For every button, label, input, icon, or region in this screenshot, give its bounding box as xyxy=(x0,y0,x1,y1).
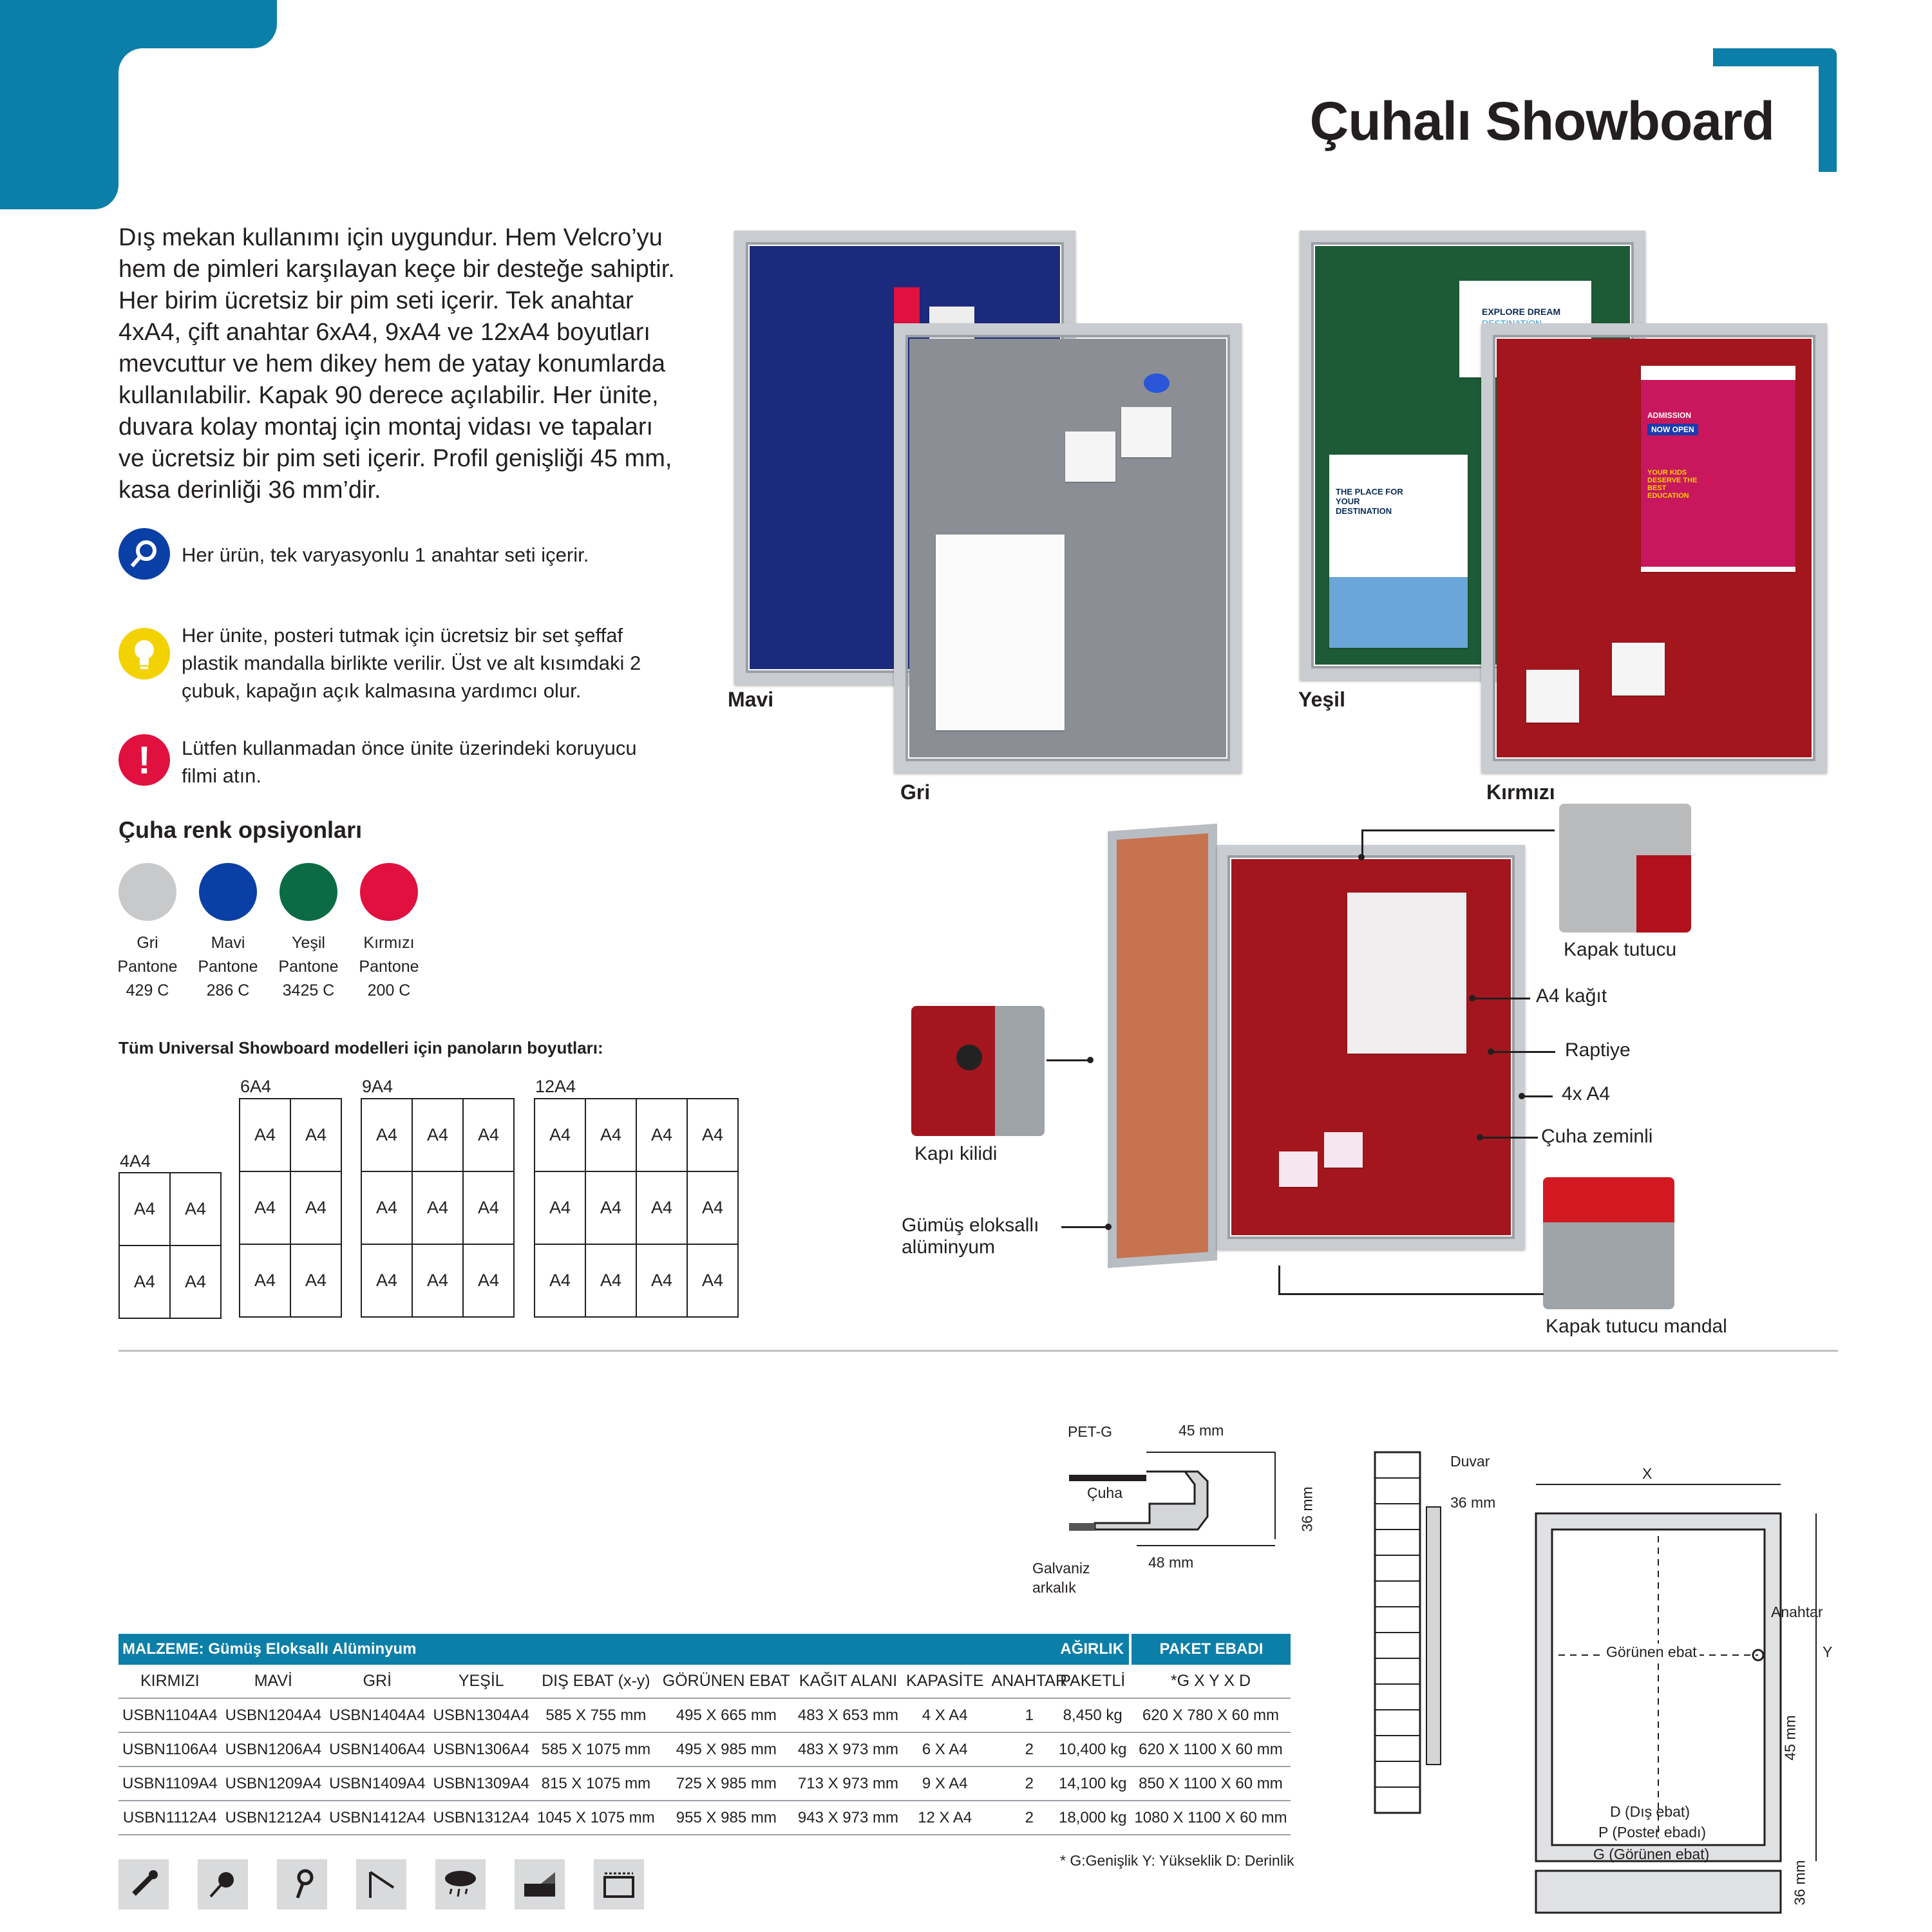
inset-kapak-tutucu xyxy=(1559,804,1691,933)
tape-icon xyxy=(515,1859,565,1909)
poster-now-open: NOW OPEN xyxy=(1647,424,1698,435)
frame-g-gorunen: G (Görünen ebat) xyxy=(1593,1846,1710,1862)
table-row: USBN1104A4 USBN1204A4 USBN1404A4 USBN1304A4 585 X 755 mm 495 X 665 mm 483 X 653 mm 4 X A4 1 xyxy=(118,1698,1071,1732)
callout-line-4xa4 xyxy=(1522,1095,1553,1097)
label-mavi: Mavi xyxy=(728,688,774,711)
frame-45mm: 45 mm xyxy=(1781,1715,1799,1761)
inset-kapak-mandal xyxy=(1543,1177,1674,1309)
table-row: 8,450 kg 620 X 780 X 60 mm xyxy=(1055,1698,1291,1732)
grid-label-9a4: 9A4 xyxy=(362,1077,393,1096)
frame-36mm-bottom: 36 mm xyxy=(1791,1860,1808,1906)
corner-decoration-block xyxy=(0,0,118,209)
label-yesil: Yeşil xyxy=(1298,688,1345,711)
weight-table: AĞIRLIK PAKET EBADI PAKETLİ *G X Y X D 8,450 kg 620 X 780 X 60 mm 10,400 kg 620 X 1100 X 60 mm 14,100 kg 850 X 1100 X 60 mm 18,000 kg 1080 X 1100 X 60 mm xyxy=(1055,1634,1291,1835)
table-row: 18,000 kg 1080 X 1100 X 60 mm xyxy=(1055,1801,1291,1835)
intro-paragraph: Dış mekan kullanımı için uygundur. Hem Velcro’yu hem de pimleri karşılayan keçe bir desteğe sahiptir. Her birim ücretsiz bir pim seti içerir. Tek anahtar 4xA4, çift anahtar 6xA4, 9xA4 ve 12xA4 boyutları mevcuttur ve hem dikey hem de yatay konumlarda kullanılabilir. Kapak 90 derece açılabilir. Her ünite, duvara kolay montaj için montaj vidası ve tapaları ve ücretsiz bir pim seti içerir. Profil genişliği 45 mm, kasa derinliği 36 mm’dir. xyxy=(118,224,675,504)
rain-cloud-icon xyxy=(435,1859,486,1909)
note-lightbulb: Her ünite, posteri tutmak için ücretsiz bir set şeffaf plastik mandalla birlikte verilir. Üst ve alt kısımdaki 2 çubuk, kapağın açık kalmasına yardımcı olur. xyxy=(182,624,641,702)
callout-kapak-mandal: Kapak tutucu mandal xyxy=(1546,1316,1727,1337)
color-swatch-gray xyxy=(118,863,176,921)
callout-dot-kapak xyxy=(1358,854,1365,860)
note-warning: Lütfen kullanmadan önce ünite üzerindeki koruyucu filmi atın. xyxy=(182,737,637,787)
note-key: Her ürün, tek varyasyonlu 1 anahtar seti içerir. xyxy=(182,544,589,566)
profile-36mm: 36 mm xyxy=(1298,1486,1316,1532)
label-kirmizi: Kırmızı xyxy=(1486,781,1555,804)
callout-kapak-tutucu: Kapak tutucu xyxy=(1564,939,1677,960)
poster-admission: ADMISSION xyxy=(1647,411,1692,420)
frame-d-dis: D (Dış ebat) xyxy=(1610,1803,1690,1820)
spec-table xyxy=(118,1634,1071,1835)
screw-icon xyxy=(118,1859,169,1909)
grid-9a4: A4 A4 A4 A4 A4 A4 A4 A4 A4 xyxy=(361,1098,515,1318)
profile-45mm: 45 mm xyxy=(1179,1422,1224,1439)
callout-line-kapak xyxy=(1361,829,1555,831)
callout-line-mandal-v xyxy=(1278,1265,1280,1294)
weight-header: AĞIRLIK xyxy=(1055,1634,1130,1665)
callout-cuha-zemin: Çuha zeminli xyxy=(1541,1126,1653,1147)
callout-dot-gumus xyxy=(1105,1224,1112,1230)
callout-line-mandal xyxy=(1278,1293,1544,1295)
section-divider xyxy=(118,1350,1838,1352)
callout-raptiye: Raptiye xyxy=(1565,1039,1631,1061)
color-label-green: Yeşil Pantone 3425 C xyxy=(278,934,339,999)
callout-gumus: Gümüş eloksallı alüminyum xyxy=(902,1215,1039,1258)
callout-line-cuha xyxy=(1480,1137,1538,1139)
callout-dot-kilit xyxy=(1087,1057,1094,1063)
callout-4xa4: 4x A4 xyxy=(1562,1083,1611,1104)
open-board-red xyxy=(1217,845,1525,1249)
grid-12a4: A4 A4 A4 A4 A4 A4 A4 A4 A4 A4 A4 A4 xyxy=(534,1098,739,1318)
weight-footnote: * G:Genişlik Y: Yükseklik D: Derinlik xyxy=(1060,1852,1294,1869)
table-row: USBN1112A4 USBN1212A4 USBN1412A4 USBN1312A4 1045 X 1075 mm 955 X 985 mm 943 X 973 mm 12 X A4 2 xyxy=(118,1801,1071,1835)
inset-kapi-kilidi xyxy=(911,1006,1045,1136)
frame-36mm: 36 mm xyxy=(1450,1494,1496,1511)
profile-48mm: 48 mm xyxy=(1148,1554,1194,1571)
color-swatch-green xyxy=(279,863,337,921)
color-label-blue: Mavi Pantone 286 C xyxy=(198,934,258,999)
page-title: Çuhalı Showboard xyxy=(1309,91,1774,151)
grid-label-4a4: 4A4 xyxy=(120,1151,151,1171)
callout-a4-kagit: A4 kağıt xyxy=(1536,985,1607,1007)
key-icon xyxy=(277,1859,327,1909)
callout-kapi-kilidi: Kapı kilidi xyxy=(914,1143,998,1164)
frame-y: Y xyxy=(1823,1643,1833,1660)
door-open-icon xyxy=(356,1859,406,1909)
callout-line-gumus xyxy=(1061,1226,1106,1228)
frame-gorunen: Görünen ebat xyxy=(1604,1643,1700,1661)
profile-galvaniz: Galvaniz arkalık xyxy=(1032,1560,1090,1596)
title-bracket xyxy=(1713,48,1837,172)
pushpin-icon xyxy=(198,1859,248,1909)
poster-head-1: EXPLORE DREAM xyxy=(1482,307,1561,317)
color-label-red: Kırmızı Pantone 200 C xyxy=(359,934,419,999)
grid-label-6a4: 6A4 xyxy=(240,1077,272,1096)
grid-heading: Tüm Universal Showboard modelleri için panoların boyutları: xyxy=(118,1038,603,1057)
callout-line-kilit xyxy=(1046,1059,1088,1061)
grid-6a4: A4 A4 A4 A4 A4 A4 xyxy=(239,1098,342,1318)
open-door-panel xyxy=(1108,824,1217,1268)
table-row: USBN1106A4 USBN1206A4 USBN1406A4 USBN1306A4 585 X 1075 mm 495 X 985 mm 483 X 973 mm 6 X A4 2 xyxy=(118,1732,1071,1766)
table-row: 14,100 kg 850 X 1100 X 60 mm xyxy=(1055,1766,1291,1801)
table-row: 10,400 kg 620 X 1100 X 60 mm xyxy=(1055,1732,1291,1766)
color-swatch-red xyxy=(360,863,418,921)
profile-petg: PET-G xyxy=(1068,1423,1113,1440)
callout-line-a4 xyxy=(1472,998,1530,999)
poster-head-2: DESTINATION xyxy=(1482,318,1542,328)
grid-label-12a4: 12A4 xyxy=(535,1077,576,1096)
frame-duvar: Duvar xyxy=(1450,1453,1490,1470)
warning-icon: ! xyxy=(118,734,170,786)
lightbulb-icon xyxy=(118,628,170,679)
board-gray xyxy=(894,323,1242,773)
frame-anahtar: Anahtar xyxy=(1771,1604,1823,1620)
colors-heading: Çuha renk opsiyonları xyxy=(118,817,363,843)
poster-place: THE PLACE FOR YOUR DESTINATION xyxy=(1336,487,1403,516)
board-red xyxy=(1481,323,1827,773)
poster-kids: YOUR KIDS DESERVE THE BEST EDUCATION xyxy=(1647,469,1698,500)
frame-x: X xyxy=(1642,1465,1653,1482)
corner-decoration-curve xyxy=(118,48,170,100)
color-swatch-blue xyxy=(199,863,257,921)
table-row: USBN1109A4 USBN1209A4 USBN1409A4 USBN1309A4 815 X 1075 mm 725 X 985 mm 713 X 973 mm 9 X A4 2 xyxy=(118,1766,1071,1801)
spec-column-headers: KIRMIZI MAVİ GRİ YEŞİL DIŞ EBAT (x-y) GÖRÜNEN EBAT KAĞIT ALANI KAPASİTE ANAHTAR xyxy=(118,1665,1071,1698)
package-header: PAKET EBADI xyxy=(1130,1634,1291,1665)
profile-cuha: Çuha xyxy=(1087,1484,1122,1501)
key-icon xyxy=(118,528,170,580)
frame-icon xyxy=(594,1859,644,1909)
label-gri: Gri xyxy=(900,781,931,804)
spec-material-header: MALZEME: Gümüş Eloksallı Alüminyum xyxy=(118,1634,1071,1665)
grid-4a4: A4 A4 A4 A4 xyxy=(118,1172,222,1319)
callout-line-raptiye xyxy=(1491,1051,1555,1053)
frame-p-poster: P (Poster ebadı) xyxy=(1598,1824,1707,1841)
color-label-gray: Gri Pantone 429 C xyxy=(117,934,178,999)
